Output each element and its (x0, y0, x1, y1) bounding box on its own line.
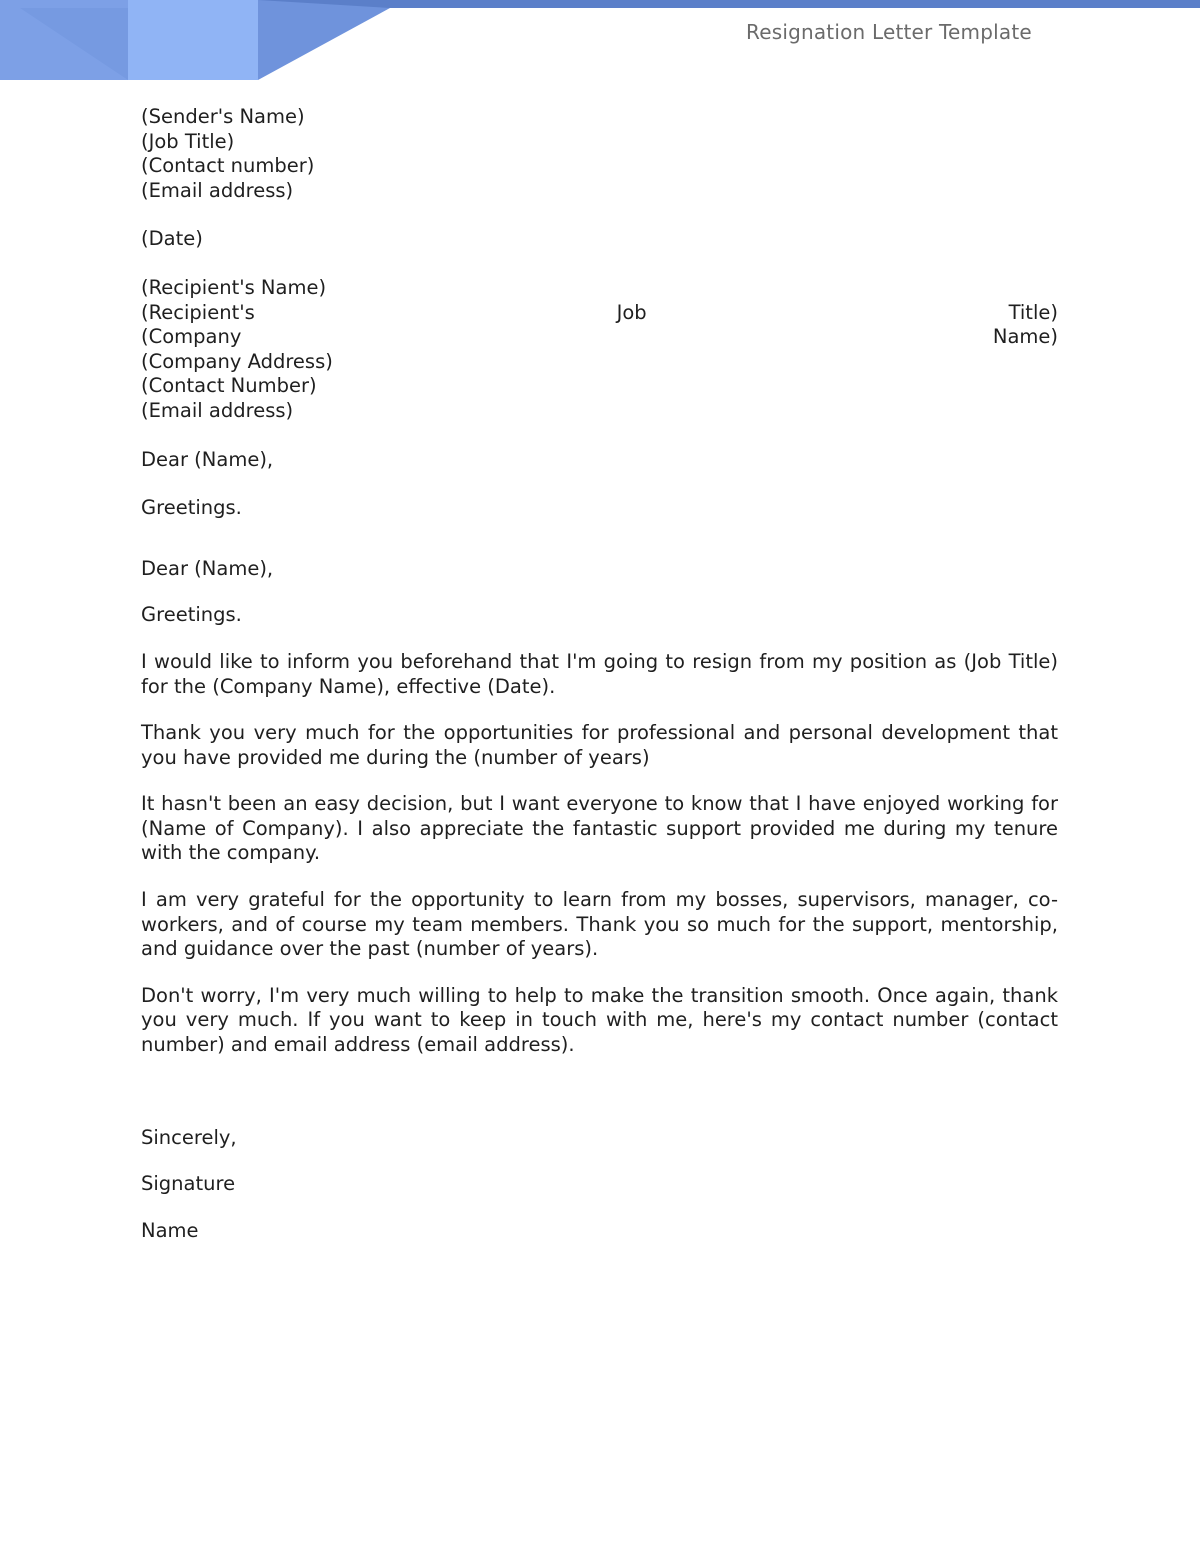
body-paragraph: I am very grateful for the opportunity to learn from my bosses, supervisors, manager, co-workers, and of course my team members. Thank you so much for the support, mentorship, and guidance over the past (number of years). (141, 888, 1058, 961)
body-paragraph: It hasn't been an easy decision, but I want everyone to know that I have enjoyed working for (Name of Company). I also appreciate the fantastic support provided me during my tenure with the company. (141, 792, 1058, 865)
salutation: Dear (Name), (141, 447, 274, 471)
recipient-job-title-part: Job (616, 300, 647, 324)
recipient-job-title (141, 301, 1058, 326)
body-paragraph: Thank you very much for the opportunities for professional and personal development that you have provided me during the (number of years) (141, 721, 1058, 769)
salutation-block-1 (141, 448, 1058, 473)
body-paragraph: I would like to inform you beforehand that I'm going to resign from my position as (Job Title) for the (Company Name), effective (Date). (141, 649, 1058, 698)
sender-contact: (Contact number) (141, 154, 315, 178)
header-shape-right (258, 0, 390, 80)
recipient-company-part: Name) (992, 325, 1058, 349)
recipient-address: (Company Address) (141, 349, 333, 373)
recipient-email: (Email address) (141, 398, 294, 422)
greeting-block-2 (141, 603, 1058, 628)
sender-block (141, 105, 1058, 203)
body-paragraph: Don't worry, I'm very much willing to help to make the transition smooth. Once again, thank you very much. If you want to keep in touch with me, here's my contact number (contact number) and email address (email address). (141, 983, 1058, 1057)
greeting: Greetings. (141, 496, 242, 520)
letter-body (141, 105, 1058, 1243)
salutation: Dear (Name), (141, 556, 274, 580)
recipient-block (141, 276, 1058, 424)
closing-block (141, 1126, 1058, 1151)
sender-name: (Sender's Name) (141, 105, 305, 128)
valediction: Sincerely, (141, 1125, 237, 1149)
recipient-job-title-part: (Recipient's (141, 300, 255, 324)
header-shape-mid (128, 0, 258, 80)
name-block (141, 1219, 1058, 1244)
greeting-block-1 (141, 496, 1058, 521)
recipient-name: (Recipient's Name) (141, 275, 327, 299)
recipient-job-title-part: Title) (1008, 300, 1058, 324)
letter-date: (Date) (141, 227, 203, 251)
recipient-company-part: (Company (141, 325, 242, 349)
recipient-company (141, 325, 1058, 350)
greeting: Greetings. (141, 603, 242, 627)
sender-job-title: (Job Title) (141, 129, 235, 153)
sender-email: (Email address) (141, 178, 294, 202)
closing-name: Name (141, 1218, 199, 1242)
recipient-contact: (Contact Number) (141, 374, 317, 398)
document-header-title: Resignation Letter Template (746, 20, 1032, 44)
date-block (141, 227, 1058, 252)
salutation-block-2 (141, 557, 1058, 582)
signature: Signature (141, 1172, 236, 1196)
signature-block (141, 1172, 1058, 1197)
